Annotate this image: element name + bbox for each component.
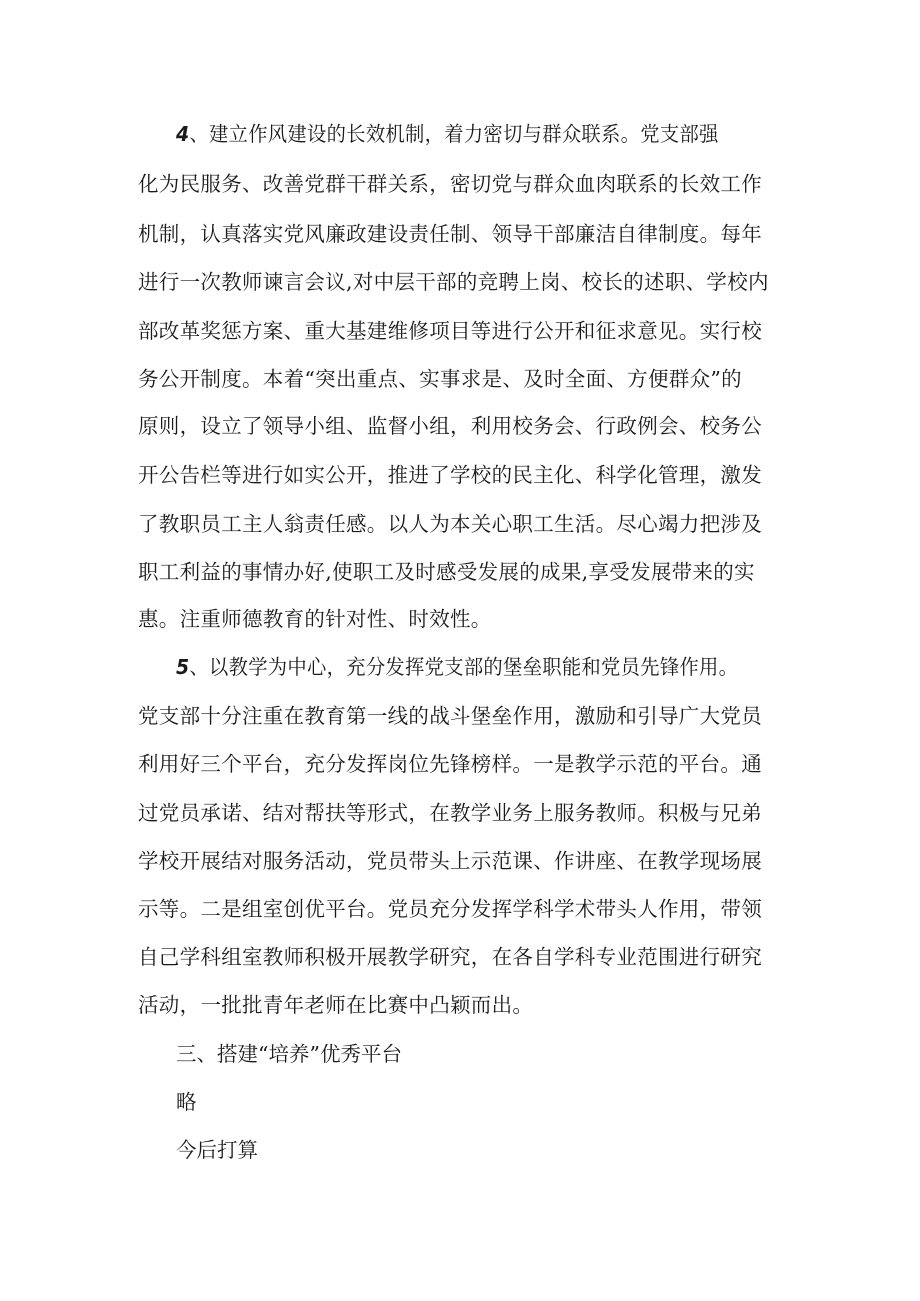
item-number-5: 5 <box>176 655 190 679</box>
paragraph-4-line-11: 惠。注重师德教育的针对性、时效性。 <box>138 607 492 631</box>
paragraph-4-line-2: 化为民服务、改善党群干群关系，密切党与群众血肉联系的长效工作 <box>138 172 762 196</box>
paragraph-5-line-5: 学校开展结对服务活动，党员带头上示范课、作讲座、在教学现场展 <box>138 849 762 873</box>
paragraph-5-line-8: 活动，一批批青年老师在比赛中凸颖而出。 <box>138 993 534 1017</box>
paragraph-4-line-5: 部改革奖惩方案、重大基建维修项目等进行公开和征求意见。实行校 <box>138 319 762 343</box>
paragraph-4-line-3: 机制，认真落实党风廉政建设责任制、领导干部廉洁自律制度。每年 <box>138 222 762 246</box>
paragraph-4-line-10: 职工利益的事情办好,使职工及时感受发展的成果,享受发展带来的实 <box>138 560 755 584</box>
paragraph-5-line-7: 自己学科组室教师积极开展教学研究，在各自学科专业范围进行研究 <box>138 945 762 969</box>
paragraph-text: 、以教学为中心，充分发挥党支部的堡垒职能和党员先锋作用。 <box>189 655 739 679</box>
paragraph-5-line-6: 示等。二是组室创优平台。党员充分发挥学科学术带头人作用，带领 <box>138 897 762 921</box>
section-3-heading: 三、搭建“培养”优秀平台 <box>176 1042 402 1066</box>
paragraph-5-line-1 <box>176 655 798 679</box>
paragraph-4-line-9: 了教职员工主人翁责任感。以人为本关心职工生活。尽心竭力把涉及 <box>138 512 762 536</box>
paragraph-5-line-3: 利用好三个平台，充分发挥岗位先锋榜样。一是教学示范的平台。通 <box>138 752 762 776</box>
future-plan-heading: 今后打算 <box>176 1138 258 1162</box>
paragraph-4-line-6: 务公开制度。本着“突出重点、实事求是、及时全面、方便群众”的 <box>138 367 742 391</box>
paragraph-4-line-8: 开公告栏等进行如实公开，推进了学校的民主化、科学化管理，激发 <box>138 463 762 487</box>
paragraph-4-line-1 <box>176 122 798 146</box>
paragraph-5-line-4: 过党员承诺、结对帮扶等形式，在教学业务上服务教师。积极与兄弟 <box>138 801 762 825</box>
paragraph-4-line-4: 进行一次教师谏言会议,对中层干部的竞聘上岗、校长的述职、学校内 <box>138 270 769 294</box>
paragraph-text: 、建立作风建设的长效机制，着力密切与群众联系。党支部强 <box>189 122 719 146</box>
item-number-4: 4 <box>176 122 190 146</box>
paragraph-4-line-7: 原则，设立了领导小组、监督小组，利用校务会、行政例会、校务公 <box>138 414 762 438</box>
paragraph-5-line-2: 党支部十分注重在教育第一线的战斗堡垒作用，激励和引导广大党员 <box>138 704 762 728</box>
omitted-note: 略 <box>176 1090 197 1114</box>
